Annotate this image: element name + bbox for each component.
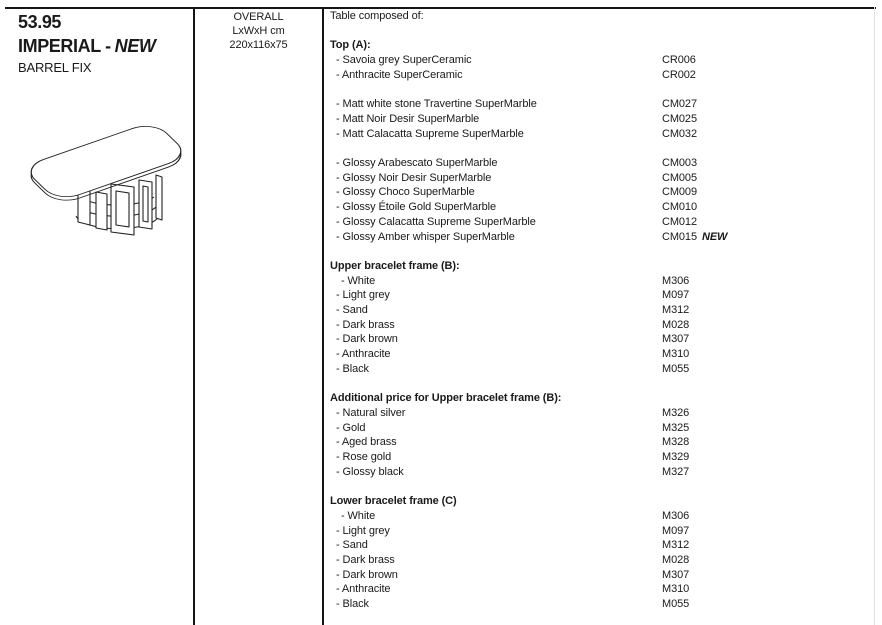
spec-label: - Matt Noir Desir SuperMarble [336,112,480,125]
spec-group [330,509,875,612]
spec-row [330,68,875,83]
spec-label: - Dark brass [336,318,395,331]
spec-code: M055 [662,362,690,375]
spec-code: CR002 [662,68,696,81]
product-name: IMPERIAL - [18,36,111,56]
base-slat-5 [156,175,162,220]
spec-code: CM009 [662,186,697,199]
spec-section [330,38,875,244]
section-title: Additional price for Upper bracelet frame (B): [330,392,562,405]
spec-sections [330,38,875,611]
spec-code: CM032 [662,127,697,140]
product-title [18,35,190,57]
product-new-flag: NEW [114,36,156,56]
spec-row [330,318,875,333]
spec-section [330,259,875,377]
spec-label: - Glossy Amber whisper SuperMarble [336,230,515,243]
spec-panel [323,9,875,612]
spec-group [330,156,875,244]
spec-code: M307 [662,333,690,346]
spec-intro: Table composed of: [330,10,424,22]
tabletop-surface [22,121,190,202]
spec-label: - Light grey [336,524,390,537]
spec-code: M097 [662,524,690,537]
spec-code: M097 [662,289,690,302]
spec-row [330,230,875,245]
spec-label: - Rose gold [336,451,392,464]
spec-label: - Anthracite [336,583,391,596]
spec-code: CR006 [662,54,696,67]
spec-label: - White [341,274,376,287]
spec-label: - Glossy black [336,465,404,478]
overall-header: OVERALL [233,11,284,23]
spec-label: - Dark brass [336,553,395,566]
spec-code: M028 [662,318,690,331]
spec-code: M328 [662,436,690,449]
spec-group [330,97,875,141]
spec-row [330,421,875,436]
dimension-value: 220x116x75 [229,39,288,51]
spec-row [330,215,875,230]
spec-code: CM012 [662,215,697,228]
spec-label: - Dark brown [336,568,398,581]
section-title: Top (A): [330,39,371,52]
spec-code: M307 [662,568,690,581]
new-badge: NEW [701,230,728,243]
section-title: Lower bracelet frame (C) [330,495,457,508]
spec-code: CM027 [662,98,697,111]
spec-row [330,509,875,524]
spec-label: - Natural silver [336,406,406,419]
spec-row [330,274,875,289]
spec-label: - Glossy Arabescato SuperMarble [336,156,498,169]
spec-code: CM005 [662,171,697,184]
spec-label: - Matt white stone Travertine SuperMarble [336,98,537,111]
spec-code: M312 [662,304,690,316]
spec-code: CM015 NEW [662,230,728,243]
spec-row [330,568,875,583]
spec-label: - Black [336,362,369,375]
spec-code: M306 [662,509,690,522]
spec-code: CM010 [662,201,697,214]
spec-group [330,53,875,82]
spec-row [330,288,875,303]
spec-code: M327 [662,465,690,478]
spec-row [330,332,875,347]
spec-row [330,156,875,171]
spec-row [330,553,875,568]
spec-label: - Gold [336,421,366,434]
base-slat-2 [96,192,107,230]
spec-label: - Glossy Étoile Gold SuperMarble [336,201,497,214]
spec-code: CM025 [662,112,697,125]
spec-row [330,597,875,612]
spec-code: M310 [662,348,690,361]
spec-code: CM003 [662,156,697,169]
spec-code: M055 [662,598,690,611]
spec-code: M329 [662,451,690,464]
spec-row [330,524,875,539]
product-panel [18,11,190,76]
spec-label: - Anthracite [336,348,391,361]
spec-label: - Glossy Noir Desir SuperMarble [336,171,492,184]
product-code: 53.95 [18,12,62,32]
spec-row [330,185,875,200]
spec-label: - Aged brass [336,436,397,449]
spec-section [330,391,875,479]
spec-row [330,450,875,465]
column-divider-left [193,7,195,625]
spec-code: M028 [662,553,690,566]
spec-row [330,200,875,215]
spec-code: M306 [662,274,690,287]
overall-panel [195,10,322,52]
dimension-format: LxWxH cm [232,25,285,37]
spec-row [330,53,875,68]
section-title: Upper bracelet frame (B): [330,259,460,272]
spec-group [330,406,875,480]
spec-label: - White [341,509,376,522]
product-variant: BARREL FIX [18,60,92,75]
spec-row [330,347,875,362]
spec-label: - Black [336,598,369,611]
spec-code: M326 [662,406,690,419]
spec-row [330,406,875,421]
spec-label: - Light grey [336,289,390,302]
spec-row [330,362,875,377]
spec-row [330,171,875,186]
table-drawing-svg [20,112,192,250]
spec-label: - Matt Calacatta Supreme SuperMarble [336,127,524,140]
spec-label: - Glossy Choco SuperMarble [336,186,475,199]
spec-row [330,112,875,127]
spec-row [330,538,875,553]
spec-row [330,465,875,480]
spec-row [330,582,875,597]
spec-label: - Dark brown [336,333,398,346]
spec-code: M325 [662,421,690,434]
table-drawing [20,112,192,250]
spec-label: - Sand [336,539,368,552]
spec-row [330,97,875,112]
spec-label: - Glossy Calacatta Supreme SuperMarble [336,215,536,228]
spec-section [330,494,875,612]
spec-label: - Sand [336,304,368,316]
spec-code: M312 [662,539,690,552]
spec-label: - Savoia grey SuperCeramic [336,54,472,67]
spec-row [330,303,875,318]
spec-code: M310 [662,583,690,596]
spec-row [330,435,875,450]
spec-row [330,127,875,142]
spec-label: - Anthracite SuperCeramic [336,68,463,81]
spec-group [330,274,875,377]
